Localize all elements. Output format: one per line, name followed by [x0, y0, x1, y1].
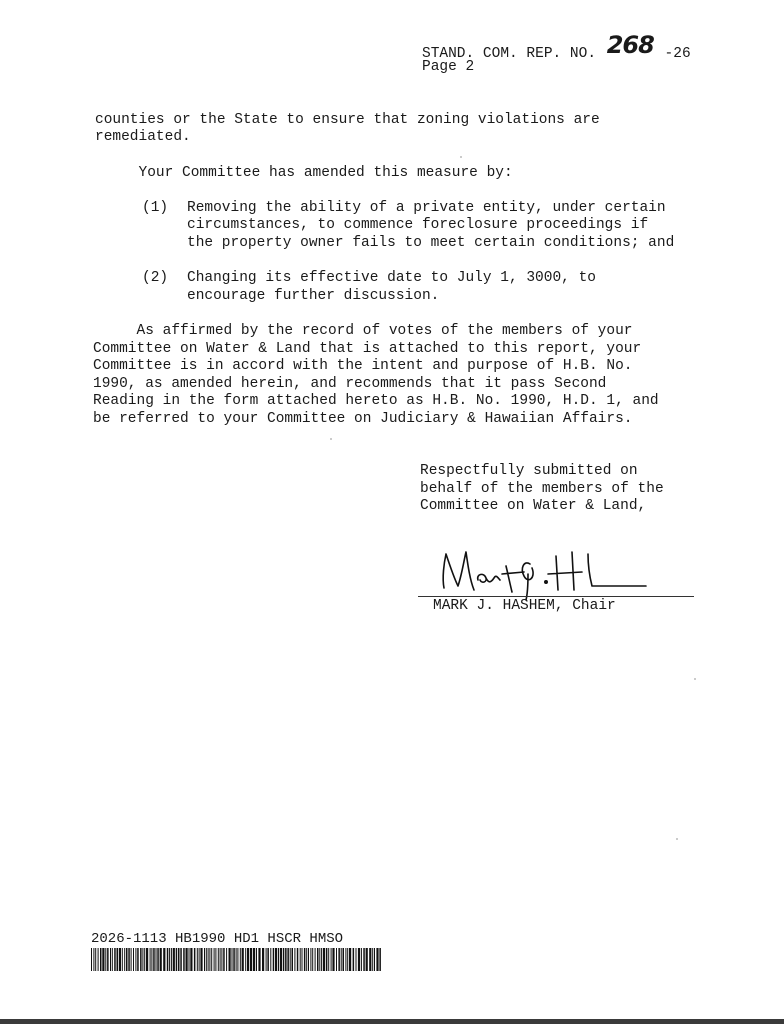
- closing-line-4: 1990, as amended herein, and recommends that it pass Second: [93, 376, 607, 392]
- barcode-bar: [372, 948, 373, 971]
- closing-line-5: Reading in the form attached hereto as H.B. No. 1990, H.D. 1, and: [93, 393, 659, 409]
- barcode-bar: [312, 948, 313, 971]
- barcode-bar: [233, 948, 235, 971]
- report-label-suffix: -26: [664, 46, 691, 62]
- barcode-bar: [151, 948, 152, 971]
- barcode-bar: [302, 948, 303, 971]
- intro-line-1: counties or the State to ensure that zoning violations are: [95, 112, 600, 128]
- barcode-bar: [95, 948, 96, 971]
- barcode-bar: [369, 948, 371, 971]
- barcode-bar: [220, 948, 221, 971]
- barcode-bar: [122, 948, 123, 971]
- barcode-bar: [180, 948, 182, 971]
- barcode-bar: [270, 948, 271, 971]
- intro-line-2: remediated.: [95, 129, 191, 145]
- barcode-bar: [297, 948, 299, 971]
- barcode-bar: [300, 948, 301, 971]
- barcode-bar: [328, 948, 329, 971]
- barcode-bar: [283, 948, 285, 971]
- barcode-bar: [98, 948, 99, 971]
- barcode-bar: [128, 948, 130, 971]
- item-1-line-2: circumstances, to commence foreclosure proceedings if: [187, 217, 649, 233]
- barcode-bar: [146, 948, 148, 971]
- barcode-bar: [338, 948, 340, 971]
- barcode-bar: [105, 948, 106, 971]
- barcode-bar: [294, 948, 295, 971]
- barcode-bar: [341, 948, 342, 971]
- barcode-bar: [223, 948, 225, 971]
- item-2-line-1: Changing its effective date to July 1, 3000, to: [187, 270, 596, 286]
- barcode-bar: [290, 948, 291, 971]
- scan-speck: [676, 838, 678, 840]
- signer-name: MARK J. HASHEM, Chair: [433, 598, 616, 614]
- barcode-bar: [379, 948, 381, 971]
- page-bottom-edge: [0, 1019, 784, 1024]
- barcode-bar: [199, 948, 200, 971]
- barcode-bar: [308, 948, 309, 971]
- barcode-bar: [317, 948, 319, 971]
- barcode-bar: [278, 948, 279, 971]
- barcode-bar: [218, 948, 219, 971]
- barcode-bar: [173, 948, 175, 971]
- barcode-bar: [245, 948, 246, 971]
- barcode-bar: [253, 948, 255, 971]
- barcode-bar: [194, 948, 196, 971]
- barcode-bar: [236, 948, 237, 971]
- barcode-bar: [197, 948, 198, 971]
- barcode-bar: [280, 948, 282, 971]
- page-number: Page 2: [422, 59, 475, 75]
- barcode-bar: [376, 948, 378, 971]
- amended-intro: Your Committee has amended this measure by:: [95, 165, 513, 181]
- barcode-bar: [100, 948, 102, 971]
- barcode-bar: [135, 948, 136, 971]
- barcode-bar: [110, 948, 111, 971]
- closing-line-6: be referred to your Committee on Judiciary & Hawaiian Affairs.: [93, 411, 633, 427]
- barcode-bar: [186, 948, 188, 971]
- barcode-bar: [133, 948, 134, 971]
- barcode-bar: [114, 948, 116, 971]
- barcode-bar: [190, 948, 192, 971]
- barcode-bar: [353, 948, 355, 971]
- barcode-bar: [126, 948, 128, 971]
- scan-speck: [330, 438, 332, 440]
- barcode-bar: [167, 948, 169, 971]
- barcode-bar: [153, 948, 155, 971]
- barcode-bar: [273, 948, 275, 971]
- barcode-bar: [160, 948, 162, 971]
- barcode-bar: [117, 948, 119, 971]
- barcode-bar: [137, 948, 139, 971]
- barcode-bar: [204, 948, 205, 971]
- barcode: [91, 948, 381, 971]
- report-number-handwritten: 268: [606, 31, 654, 59]
- barcode-bar: [258, 948, 260, 971]
- signoff-line-3: Committee on Water & Land,: [420, 498, 647, 514]
- barcode-bar: [221, 948, 222, 971]
- barcode-bar: [200, 948, 202, 971]
- barcode-bar: [206, 948, 207, 971]
- barcode-bar: [247, 948, 249, 971]
- signoff-line-2: behalf of the members of the: [420, 481, 664, 497]
- barcode-bar: [178, 948, 180, 971]
- signoff-line-1: Respectfully submitted on: [420, 463, 638, 479]
- barcode-bar: [363, 948, 365, 971]
- barcode-bar: [156, 948, 157, 971]
- barcode-bar: [91, 948, 92, 971]
- barcode-bar: [183, 948, 185, 971]
- report-label-prefix: STAND. COM. REP. NO.: [422, 46, 597, 62]
- barcode-bar: [256, 948, 257, 971]
- barcode-bar: [361, 948, 362, 971]
- barcode-bar: [93, 948, 94, 971]
- barcode-bar: [304, 948, 306, 971]
- barcode-bar: [323, 948, 325, 971]
- barcode-bar: [214, 948, 215, 971]
- barcode-bar: [112, 948, 113, 971]
- barcode-bar: [336, 948, 337, 971]
- document-code: 2026-1113 HB1990 HD1 HSCR HMSO: [91, 931, 344, 947]
- barcode-bar: [131, 948, 132, 971]
- barcode-bar: [229, 948, 231, 971]
- barcode-bar: [124, 948, 125, 971]
- item-1-line-3: the property owner fails to meet certain conditions; and: [187, 235, 675, 251]
- barcode-bar: [163, 948, 165, 971]
- barcode-bar: [215, 948, 216, 971]
- barcode-bar: [358, 948, 360, 971]
- barcode-bar: [319, 948, 320, 971]
- barcode-bar: [242, 948, 244, 971]
- barcode-bar: [292, 948, 294, 971]
- scan-speck: [460, 156, 462, 158]
- barcode-bar: [315, 948, 316, 971]
- barcode-bar: [331, 948, 332, 971]
- item-1-line-1: Removing the ability of a private entity, under certain: [187, 200, 666, 216]
- barcode-bar: [150, 948, 151, 971]
- scan-speck: [694, 678, 696, 680]
- barcode-bar: [208, 948, 209, 971]
- barcode-bar: [287, 948, 289, 971]
- barcode-bar: [356, 948, 357, 971]
- signature-line: [418, 596, 694, 597]
- item-1-number: (1): [142, 200, 169, 216]
- barcode-bar: [345, 948, 346, 971]
- barcode-bar: [266, 948, 267, 971]
- barcode-bar: [374, 948, 375, 971]
- barcode-bar: [209, 948, 210, 971]
- item-2-number: (2): [142, 270, 169, 286]
- barcode-bar: [142, 948, 143, 971]
- closing-line-2: Committee on Water & Land that is attached to this report, your: [93, 341, 642, 357]
- barcode-bar: [240, 948, 241, 971]
- barcode-bar: [349, 948, 351, 971]
- barcode-bar: [267, 948, 269, 971]
- barcode-bar: [306, 948, 307, 971]
- barcode-bar: [275, 948, 277, 971]
- barcode-bar: [332, 948, 334, 971]
- barcode-bar: [285, 948, 287, 971]
- barcode-bar: [237, 948, 238, 971]
- barcode-bar: [144, 948, 145, 971]
- barcode-bar: [347, 948, 348, 971]
- barcode-bar: [171, 948, 172, 971]
- barcode-bar: [321, 948, 322, 971]
- barcode-bar: [107, 948, 109, 971]
- barcode-bar: [232, 948, 233, 971]
- barcode-bar: [169, 948, 170, 971]
- item-2-line-2: encourage further discussion.: [187, 288, 440, 304]
- barcode-bar: [226, 948, 227, 971]
- barcode-bar: [343, 948, 345, 971]
- closing-line-3: Committee is in accord with the intent and purpose of H.B. No.: [93, 358, 633, 374]
- barcode-bar: [250, 948, 252, 971]
- barcode-bar: [119, 948, 121, 971]
- barcode-bar: [310, 948, 311, 971]
- barcode-bar: [157, 948, 159, 971]
- barcode-bar: [102, 948, 104, 971]
- barcode-bar: [140, 948, 142, 971]
- barcode-bar: [366, 948, 368, 971]
- barcode-bar: [211, 948, 212, 971]
- barcode-bar: [176, 948, 178, 971]
- barcode-bar: [262, 948, 264, 971]
- barcode-bar: [189, 948, 190, 971]
- barcode-bar: [326, 948, 328, 971]
- closing-line-1: As affirmed by the record of votes of the members of your: [93, 323, 633, 339]
